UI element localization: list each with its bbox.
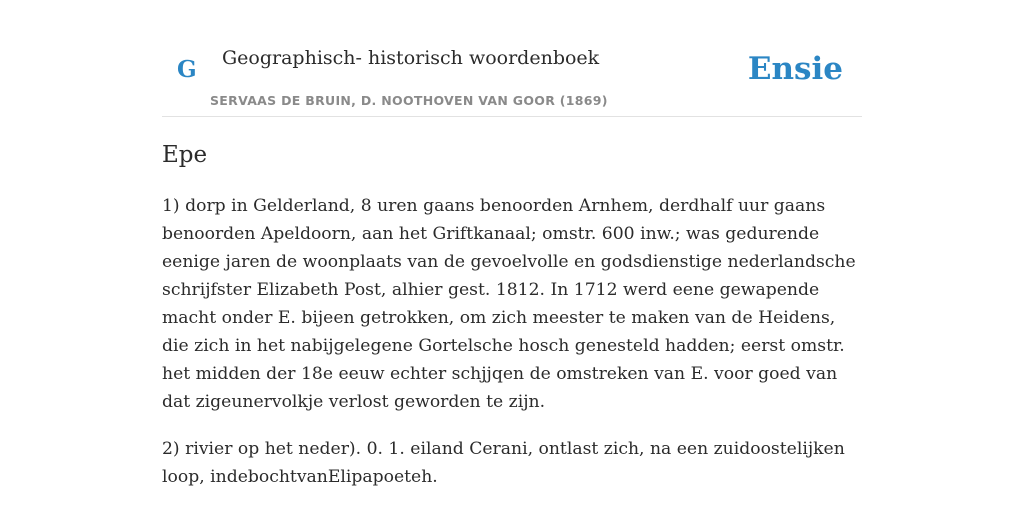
brand-logo-link[interactable]: Ensie [747,51,843,87]
definition-paragraph: 2) rivier op het neder). 0. 1. eiland Cerani, ontlast zich, na een zuidoostelijken loop, indebochtvanElipapoeteh. [162,439,845,487]
definition-paragraph: 1) dorp in Gelderland, 8 uren gaans benoorden Arnhem, derdhalf uur gaans benoorden Apeldoorn, aan het Griftkanaal; omstr. 600 inw.; was gedurende eenige jaren de woonplaats van de gevoelvolle en godsdienstige nederlandsche schrijfster Elizabeth Post, alhier gest. 1812. In 1712 werd eene gewapende macht onder E. bijeen getrokken, om zich meester te maken van de Heidens, die zich in het nabijgelegene Gortelsche hosch genesteld hadden; eerst omstr. het midden der 18e eeuw echter schjjqen de omstreken van E. voor goed van dat zigeunervolkje verlost geworden te zijn. [162,196,856,412]
entry-title: Epe [162,142,208,168]
page-content [162,0,862,512]
book-title-link[interactable]: Geographisch- historisch woordenboek [222,47,600,69]
book-header [162,0,862,117]
book-authors: SERVAAS DE BRUIN, D. NOOTHOVEN VAN GOOR (1869) [210,93,608,108]
book-letter-icon: G [177,56,197,83]
